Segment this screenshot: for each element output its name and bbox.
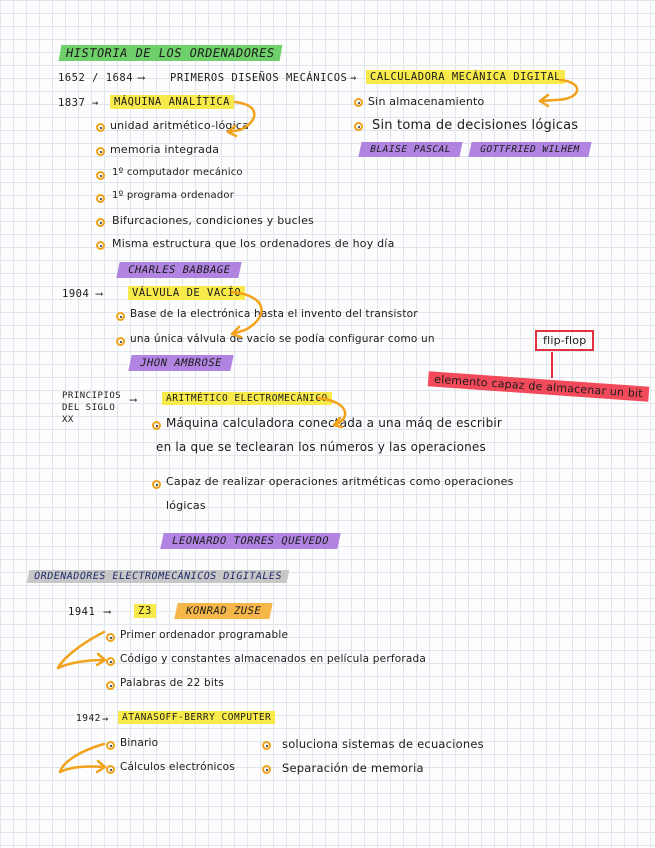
s4-z3-year: 1941 — [68, 606, 96, 618]
s3-bullet-line: Máquina calculadora conectada a una máq de escribir — [166, 416, 503, 430]
bullet-icon — [152, 421, 161, 430]
bullet-icon — [106, 765, 115, 774]
s1-bullet: Bifurcaciones, condiciones y bucles — [112, 214, 314, 227]
s2-target: VÁLVULA DE VACÍO — [128, 286, 245, 300]
s4-z3-bullet: Palabras de 22 bits — [120, 677, 225, 689]
s1-target-calculadora: CALCULADORA MECÁNICA DIGITAL — [366, 70, 565, 84]
bullet-icon — [96, 171, 105, 180]
bullet-icon — [262, 765, 271, 774]
s1-right-bullet: Sin toma de decisiones lógicas — [372, 118, 579, 133]
s2-flip-flop-box: flip-flop — [535, 330, 594, 351]
s4-abc-name: ATANASOFF-BERRY COMPUTER — [118, 711, 275, 724]
s3-lead: PRINCIPIOS DEL SIGLO XX — [62, 391, 122, 425]
bullet-icon — [96, 123, 105, 132]
s2-bullet: una única válvula de vacío se podía configurar como un — [130, 333, 435, 345]
s4-abc-left: Cálculos electrónicos — [120, 761, 235, 773]
s2-year: 1904 — [62, 288, 90, 300]
page-title: HISTORIA DE LOS ORDENADORES — [59, 45, 282, 61]
s3-bullet-line: en la que se teclearan los números y las operaciones — [156, 440, 486, 454]
s4-heading: ORDENADORES ELECTROMECÁNICOS DIGITALES — [27, 570, 289, 583]
bullet-icon — [116, 312, 125, 321]
s3-bullet-line: lógicas — [166, 499, 206, 512]
name-tag: CHARLES BABBAGE — [116, 262, 242, 278]
bullet-icon — [116, 337, 125, 346]
arrow-icon: ⟶ — [138, 72, 145, 84]
s2-bullet: Base de la electrónica hasta el invento del transistor — [130, 308, 418, 320]
bullet-icon — [354, 122, 363, 131]
s1-year-1837: 1837 — [58, 97, 86, 109]
arrow-icon: ⟶ — [96, 288, 103, 300]
name-tag: LEONARDO TORRES QUEVEDO — [160, 533, 340, 549]
s4-abc-right: Separación de memoria — [282, 761, 424, 775]
s1-first-designs: PRIMEROS DISEÑOS MECÁNICOS — [170, 72, 348, 84]
name-tag: JHON AMBROSE — [128, 355, 233, 371]
s4-z3-name: Z3 — [134, 604, 156, 618]
s1-right-bullet: Sin almacenamiento — [368, 95, 485, 108]
s3-target: ARITMÉTICO ELECTROMECÁNICO — [162, 392, 332, 405]
name-tag: GOTTFRIED WILHEM — [468, 142, 591, 157]
bullet-icon — [106, 681, 115, 690]
s4-z3-author: KONRAD ZUSE — [174, 603, 272, 619]
s3-bullet-line: Capaz de realizar operaciones aritméticas como operaciones — [166, 475, 514, 488]
bullet-icon — [106, 741, 115, 750]
curved-arrow — [58, 632, 104, 668]
bullet-icon — [354, 98, 363, 107]
s4-z3-bullet: Código y constantes almacenados en película perforada — [120, 653, 427, 665]
bullet-icon — [96, 147, 105, 156]
curved-arrow — [540, 95, 548, 106]
s1-years: 1652 / 1684 — [58, 72, 134, 84]
s1-bullet: memoria integrada — [110, 143, 220, 156]
arrow-icon: ⟶ — [130, 394, 137, 406]
curved-arrow — [97, 761, 105, 772]
bullet-icon — [106, 657, 115, 666]
arrow-icon: ⟶ — [104, 606, 111, 618]
bullet-icon — [96, 218, 105, 227]
arrow-icon: → — [92, 97, 99, 109]
s1-bullet: 1º programa ordenador — [112, 190, 235, 201]
bullet-icon — [96, 194, 105, 203]
curved-arrow — [97, 654, 105, 665]
curved-arrow — [60, 744, 104, 772]
bullet-icon — [262, 741, 271, 750]
s4-abc-left: Binario — [120, 737, 159, 749]
arrow-icon: → — [102, 713, 109, 725]
bullet-icon — [96, 241, 105, 250]
bullet-icon — [152, 480, 161, 489]
bullet-icon — [106, 633, 115, 642]
s1-bullet: 1º computador mecánico — [112, 167, 243, 178]
name-tag: BLAISE PASCAL — [358, 142, 462, 157]
s4-abc-right: soluciona sistemas de ecuaciones — [282, 737, 484, 751]
s1-bullet: unidad aritmético-lógica — [110, 119, 250, 132]
s4-abc-year: 1942 — [76, 713, 101, 724]
s1-target-maquina: MÁQUINA ANALÍTICA — [110, 95, 234, 109]
arrow-icon: → — [350, 72, 357, 84]
s2-note: elemento capaz de almacenar un bit — [428, 371, 650, 401]
s1-bullet: Misma estructura que los ordenadores de hoy día — [112, 237, 395, 250]
s4-z3-bullet: Primer ordenador programable — [120, 629, 289, 641]
